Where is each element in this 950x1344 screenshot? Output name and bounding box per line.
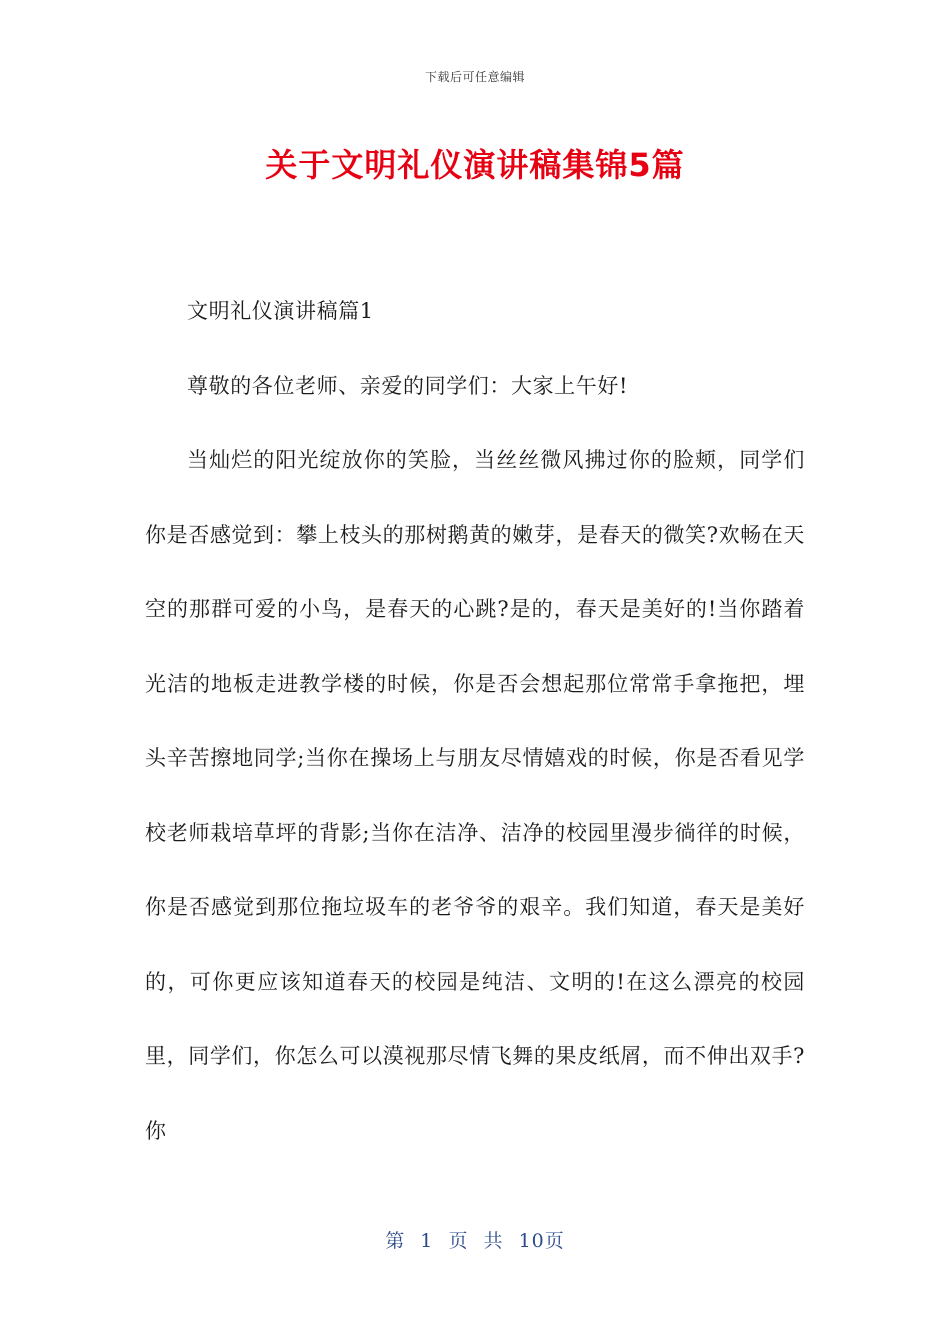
page-footer xyxy=(0,1226,950,1253)
total-prefix: 共 xyxy=(483,1230,504,1252)
paragraph: 当灿烂的阳光绽放你的笑脸，当丝丝微风拂过你的脸颊，同学们你是否感觉到：攀上枝头的那树鹅黄的嫩芽，是春天的微笑?欢畅在天空的那群可爱的小鸟，是春天的心跳?是的，春天是美好的!当你踏着光洁的地板走进教学楼的时候，你是否会想起那位常常手拿拖把，埋头辛苦擦地同学;当你在操场上与朋友尽情嬉戏的时候，你是否看见学校老师栽培草坪的背影;当你在洁净、洁净的校园里漫步徜徉的时候，你是否感觉到那位拖垃圾车的老爷爷的艰辛。我们知道，春天是美好的，可你更应该知道春天的校园是纯洁、文明的!在这么漂亮的校园里，同学们，你怎么可以漠视那尽情飞舞的果皮纸屑，而不伸出双手?你 xyxy=(145,448,805,1143)
section-heading: 文明礼仪演讲稿篇1 xyxy=(187,299,374,323)
total-pages: 10页 xyxy=(518,1230,565,1252)
salutation: 尊敬的各位老师、亲爱的同学们：大家上午好! xyxy=(187,373,629,398)
document-title: 关于文明礼仪演讲稿集锦5篇 xyxy=(265,146,685,184)
header-note: 下载后可任意编辑 xyxy=(424,70,525,84)
page-suffix: 页 xyxy=(448,1230,469,1252)
document-body xyxy=(145,274,805,1168)
page-prefix: 第 xyxy=(385,1230,406,1252)
current-page-number: 1 xyxy=(420,1230,434,1252)
